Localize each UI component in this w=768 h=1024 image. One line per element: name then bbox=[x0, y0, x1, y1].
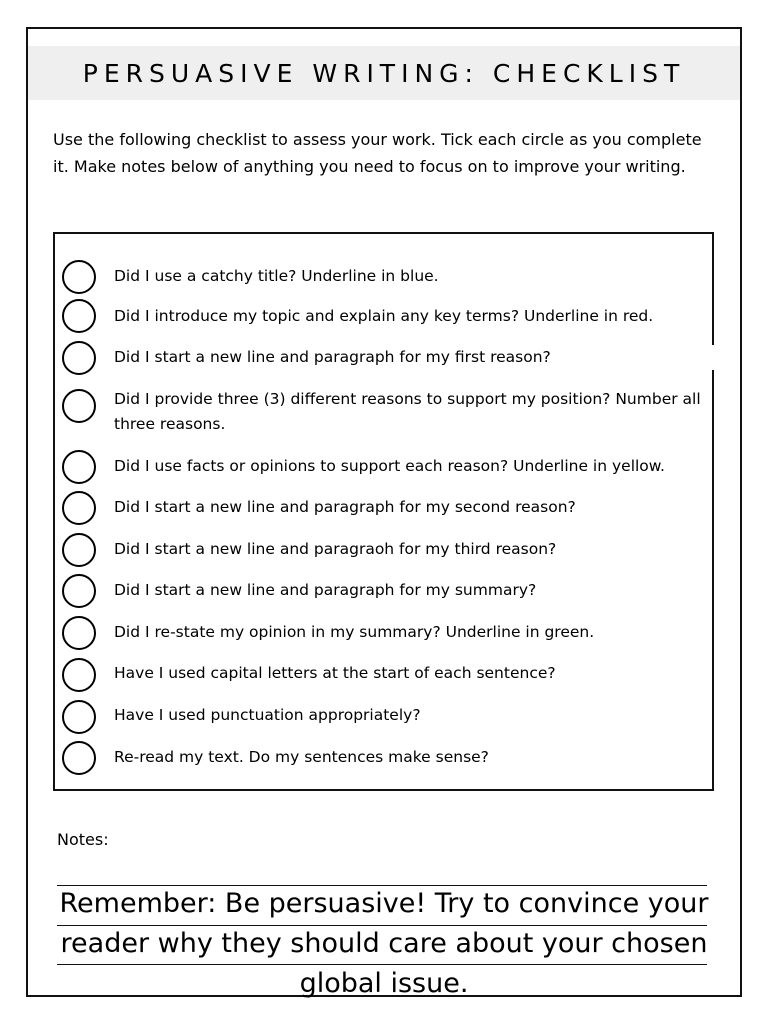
checkbox-circle[interactable] bbox=[62, 341, 96, 375]
title-bar bbox=[28, 46, 740, 100]
checkbox-circle[interactable] bbox=[62, 700, 96, 734]
checkbox-circle[interactable] bbox=[62, 741, 96, 775]
intro-text: Use the following checklist to assess your work. Tick each circle as you complete it. Make notes below of anything you need to focus on to improve your writing. bbox=[53, 130, 702, 176]
checkbox-circle[interactable] bbox=[62, 491, 96, 525]
checkbox-circle[interactable] bbox=[62, 450, 96, 484]
checklist-item-text: Re-read my text. Do my sentences make sense? bbox=[114, 748, 489, 766]
checkbox-circle[interactable] bbox=[62, 616, 96, 650]
checklist-box bbox=[53, 232, 714, 791]
checkbox-circle[interactable] bbox=[62, 389, 96, 423]
checklist-item-text: Did I use facts or opinions to support each reason? Underline in yellow. bbox=[114, 457, 665, 475]
checklist-item-text: Did I start a new line and paragraph for my first reason? bbox=[114, 345, 714, 370]
checklist-item-text: Did I introduce my topic and explain any key terms? Underline in red. bbox=[114, 307, 654, 325]
checklist-item-text: Did I use a catchy title? Underline in blue. bbox=[114, 267, 439, 285]
checkbox-circle[interactable] bbox=[62, 260, 96, 294]
checklist-item-text: Have I used capital letters at the start of each sentence? bbox=[114, 664, 556, 682]
checkbox-circle[interactable] bbox=[62, 574, 96, 608]
checklist-item-text: Did I provide three (3) different reasons to support my position? Number all three reasons. bbox=[114, 390, 701, 433]
checklist-item-text: Have I used punctuation appropriately? bbox=[114, 706, 421, 724]
checkbox-circle[interactable] bbox=[62, 299, 96, 333]
page-title: PERSUASIVE WRITING: CHECKLIST bbox=[82, 58, 686, 88]
checklist-item-text: Did I start a new line and paragraph for my second reason? bbox=[114, 498, 576, 516]
checklist-item-text: Did I re-state my opinion in my summary? Underline in green. bbox=[114, 623, 595, 641]
checkbox-circle[interactable] bbox=[62, 533, 96, 567]
checklist-item-text: Did I start a new line and paragraph for my summary? bbox=[114, 581, 537, 599]
notes-label: Notes: bbox=[57, 830, 109, 849]
reminder-text: Remember: Be persuasive! Try to convince your reader why they should care about your chosen global issue. bbox=[59, 888, 709, 999]
checklist-item-text: Did I start a new line and paragraoh for my third reason? bbox=[114, 540, 557, 558]
checkbox-circle[interactable] bbox=[62, 658, 96, 692]
